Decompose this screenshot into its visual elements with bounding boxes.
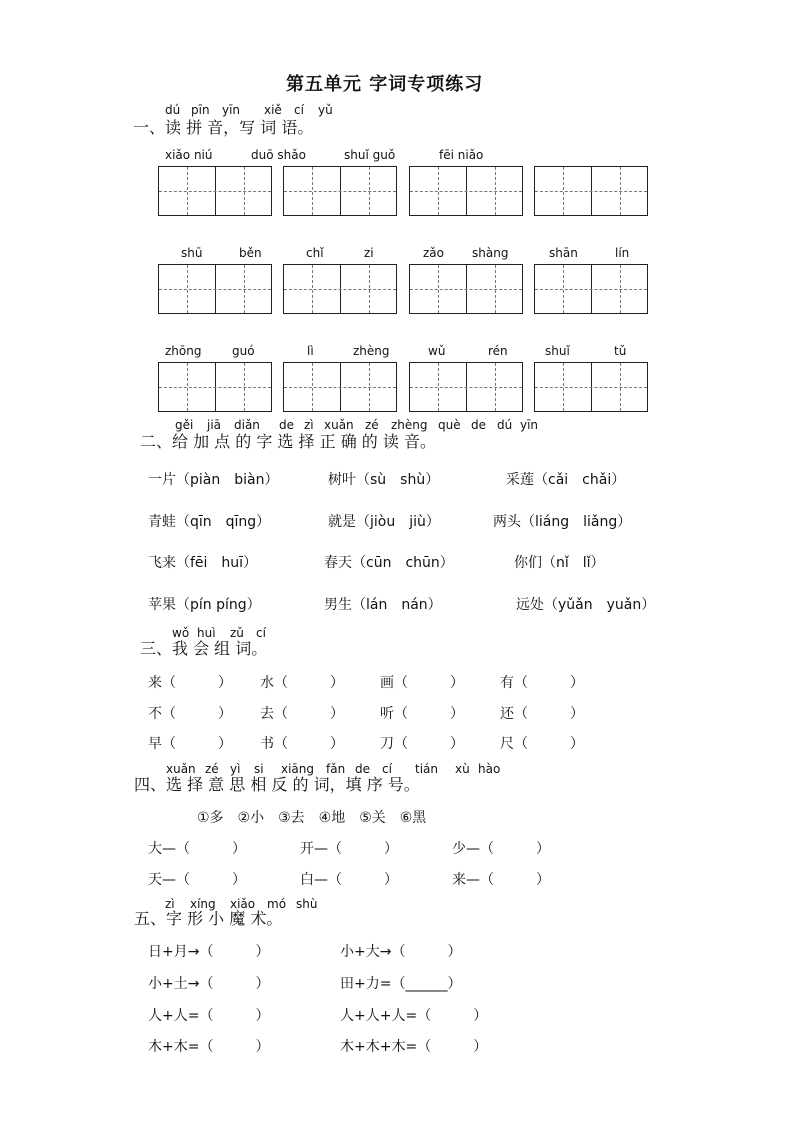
word-blank[interactable]: 听（ ） — [380, 706, 464, 722]
s4-pinyin: tián — [415, 762, 438, 776]
reading-choice[interactable]: 男生（lán nán） — [324, 597, 442, 613]
s1-pinyin-yin: yīn — [222, 103, 241, 117]
writing-grid[interactable] — [534, 362, 648, 412]
word-blank[interactable]: 书（ ） — [260, 736, 344, 752]
reading-choice[interactable]: 两头（liáng liǎng） — [493, 514, 632, 530]
reading-choice[interactable]: 飞来（fēi huī） — [148, 555, 258, 571]
character-puzzle[interactable]: 小+大→（ ） — [340, 944, 462, 960]
character-puzzle[interactable]: 人+人+人=（ ） — [340, 1008, 488, 1024]
antonym-blank[interactable]: 白—（ ） — [300, 872, 398, 888]
writing-grid[interactable] — [283, 362, 397, 412]
s4-pinyin: de — [355, 762, 370, 776]
s5-pinyin: zì — [165, 897, 175, 911]
s4-pinyin: cí — [382, 762, 392, 776]
reading-choice[interactable]: 苹果（pín píng） — [148, 597, 261, 613]
section-3-heading: 三、我 会 组 词。 — [140, 639, 268, 658]
s2-pinyin: xuǎn — [324, 418, 354, 432]
s4-pinyin: xiāng — [281, 762, 315, 776]
s4-pinyin: zé — [205, 762, 219, 776]
character-puzzle[interactable]: 人+人=（ ） — [148, 1008, 270, 1024]
s1-pinyin-ci: cí — [294, 103, 304, 117]
writing-grid[interactable] — [409, 362, 523, 412]
r1-pinyin-1: xiǎo niú — [165, 148, 213, 162]
s2-pinyin: jiā — [207, 418, 222, 432]
antonym-blank[interactable]: 大—（ ） — [148, 841, 246, 857]
r3-pinyin-8: tǔ — [614, 344, 627, 358]
character-puzzle[interactable]: 田+力=（______） — [340, 976, 462, 992]
r2-pinyin-3: chǐ — [306, 246, 324, 260]
s2-pinyin: yīn — [520, 418, 539, 432]
section-1-heading: 一、读 拼 音，写 词 语。 — [133, 118, 314, 137]
s1-pinyin-xie: xiě — [264, 103, 282, 117]
character-puzzle[interactable]: 日+月→（ ） — [148, 944, 270, 960]
section-5-heading: 五、字 形 小 魔 术。 — [134, 909, 283, 928]
s5-pinyin: xíng — [190, 897, 216, 911]
s3-pinyin: cí — [256, 626, 266, 640]
s1-pinyin-pin: pīn — [191, 103, 210, 117]
r2-pinyin-6: shàng — [472, 246, 509, 260]
s2-pinyin: de — [279, 418, 294, 432]
r2-pinyin-2: běn — [239, 246, 262, 260]
writing-grid[interactable] — [158, 166, 272, 216]
word-blank[interactable]: 还（ ） — [500, 706, 584, 722]
s4-pinyin: si — [254, 762, 264, 776]
s4-pinyin: xù — [455, 762, 470, 776]
writing-grid[interactable] — [534, 264, 648, 314]
r3-pinyin-6: rén — [488, 344, 508, 358]
word-blank[interactable]: 画（ ） — [380, 675, 464, 691]
reading-choice[interactable]: 远处（yǔǎn yuǎn） — [516, 597, 656, 613]
writing-grid[interactable] — [158, 264, 272, 314]
reading-choice[interactable]: 采莲（cǎi chǎi） — [506, 472, 626, 488]
s5-pinyin: xiǎo — [230, 897, 256, 911]
s2-pinyin: diǎn — [234, 418, 260, 432]
s3-pinyin: zǔ — [230, 626, 244, 640]
r3-pinyin-7: shuǐ — [545, 344, 570, 358]
word-blank[interactable]: 有（ ） — [500, 675, 584, 691]
s5-pinyin: shù — [296, 897, 318, 911]
writing-grid[interactable] — [283, 264, 397, 314]
s2-pinyin: dú — [497, 418, 513, 432]
character-puzzle[interactable]: 木+木+木=（ ） — [340, 1039, 488, 1055]
writing-grid[interactable] — [534, 166, 648, 216]
word-blank[interactable]: 尺（ ） — [500, 736, 584, 752]
antonym-blank[interactable]: 来—（ ） — [452, 872, 550, 888]
r2-pinyin-4: zi — [364, 246, 374, 260]
word-blank[interactable]: 来（ ） — [148, 675, 232, 691]
writing-grid[interactable] — [409, 264, 523, 314]
s2-pinyin: zì — [304, 418, 314, 432]
s1-pinyin-du: dú — [165, 103, 181, 117]
antonym-blank[interactable]: 开—（ ） — [300, 841, 398, 857]
character-puzzle[interactable]: 小+土→（ ） — [148, 976, 270, 992]
antonym-blank[interactable]: 少—（ ） — [452, 841, 550, 857]
s5-pinyin: mó — [267, 897, 287, 911]
writing-grid[interactable] — [409, 166, 523, 216]
word-blank[interactable]: 早（ ） — [148, 736, 232, 752]
section-2-heading: 二、给 加 点 的 字 选 择 正 确 的 读 音。 — [140, 432, 436, 451]
s3-pinyin: wǒ — [172, 626, 190, 640]
reading-choice[interactable]: 你们（nǐ lǐ） — [514, 555, 605, 571]
page-title: 第五单元 字词专项练习 — [286, 74, 484, 95]
r2-pinyin-1: shū — [181, 246, 203, 260]
r3-pinyin-3: lì — [307, 344, 314, 358]
s4-pinyin: fǎn — [326, 762, 346, 776]
r3-pinyin-2: guó — [232, 344, 255, 358]
s2-pinyin: de — [471, 418, 486, 432]
s2-pinyin: gěi — [175, 418, 194, 432]
s4-pinyin: yì — [230, 762, 241, 776]
section-4-heading: 四、选 择 意 思 相 反 的 词，填 序 号。 — [134, 775, 420, 794]
s2-pinyin: zé — [365, 418, 379, 432]
word-blank[interactable]: 水（ ） — [260, 675, 344, 691]
r3-pinyin-4: zhèng — [353, 344, 390, 358]
reading-choice[interactable]: 青蛙（qīn qīng） — [148, 514, 271, 530]
r3-pinyin-5: wǔ — [428, 344, 446, 358]
r1-pinyin-4: fēi niǎo — [439, 148, 484, 162]
antonym-options: ①多 ②小 ③去 ④地 ⑤关 ⑥黑 — [197, 810, 427, 826]
s4-pinyin: hào — [478, 762, 501, 776]
r3-pinyin-1: zhōng — [165, 344, 202, 358]
writing-grid[interactable] — [283, 166, 397, 216]
reading-choice[interactable]: 春天（cūn chūn） — [324, 555, 454, 571]
s3-pinyin: huì — [197, 626, 216, 640]
r2-pinyin-5: zǎo — [423, 246, 444, 260]
s2-pinyin: què — [438, 418, 461, 432]
reading-choice[interactable]: 就是（jiòu jiù） — [328, 514, 440, 530]
antonym-blank[interactable]: 天—（ ） — [148, 872, 246, 888]
r1-pinyin-2: duō shǎo — [251, 148, 306, 162]
s4-pinyin: xuǎn — [166, 762, 196, 776]
writing-grid[interactable] — [158, 362, 272, 412]
reading-choice[interactable]: 一片（piàn biàn） — [148, 472, 279, 488]
r2-pinyin-8: lín — [615, 246, 630, 260]
word-blank[interactable]: 去（ ） — [260, 706, 344, 722]
word-blank[interactable]: 不（ ） — [148, 706, 232, 722]
reading-choice[interactable]: 树叶（sù shù） — [328, 472, 440, 488]
r1-pinyin-3: shuǐ guǒ — [344, 148, 396, 162]
s1-pinyin-yu: yǔ — [318, 103, 333, 117]
character-puzzle[interactable]: 木+木=（ ） — [148, 1039, 270, 1055]
word-blank[interactable]: 刀（ ） — [380, 736, 464, 752]
s2-pinyin: zhèng — [391, 418, 428, 432]
r2-pinyin-7: shān — [549, 246, 578, 260]
